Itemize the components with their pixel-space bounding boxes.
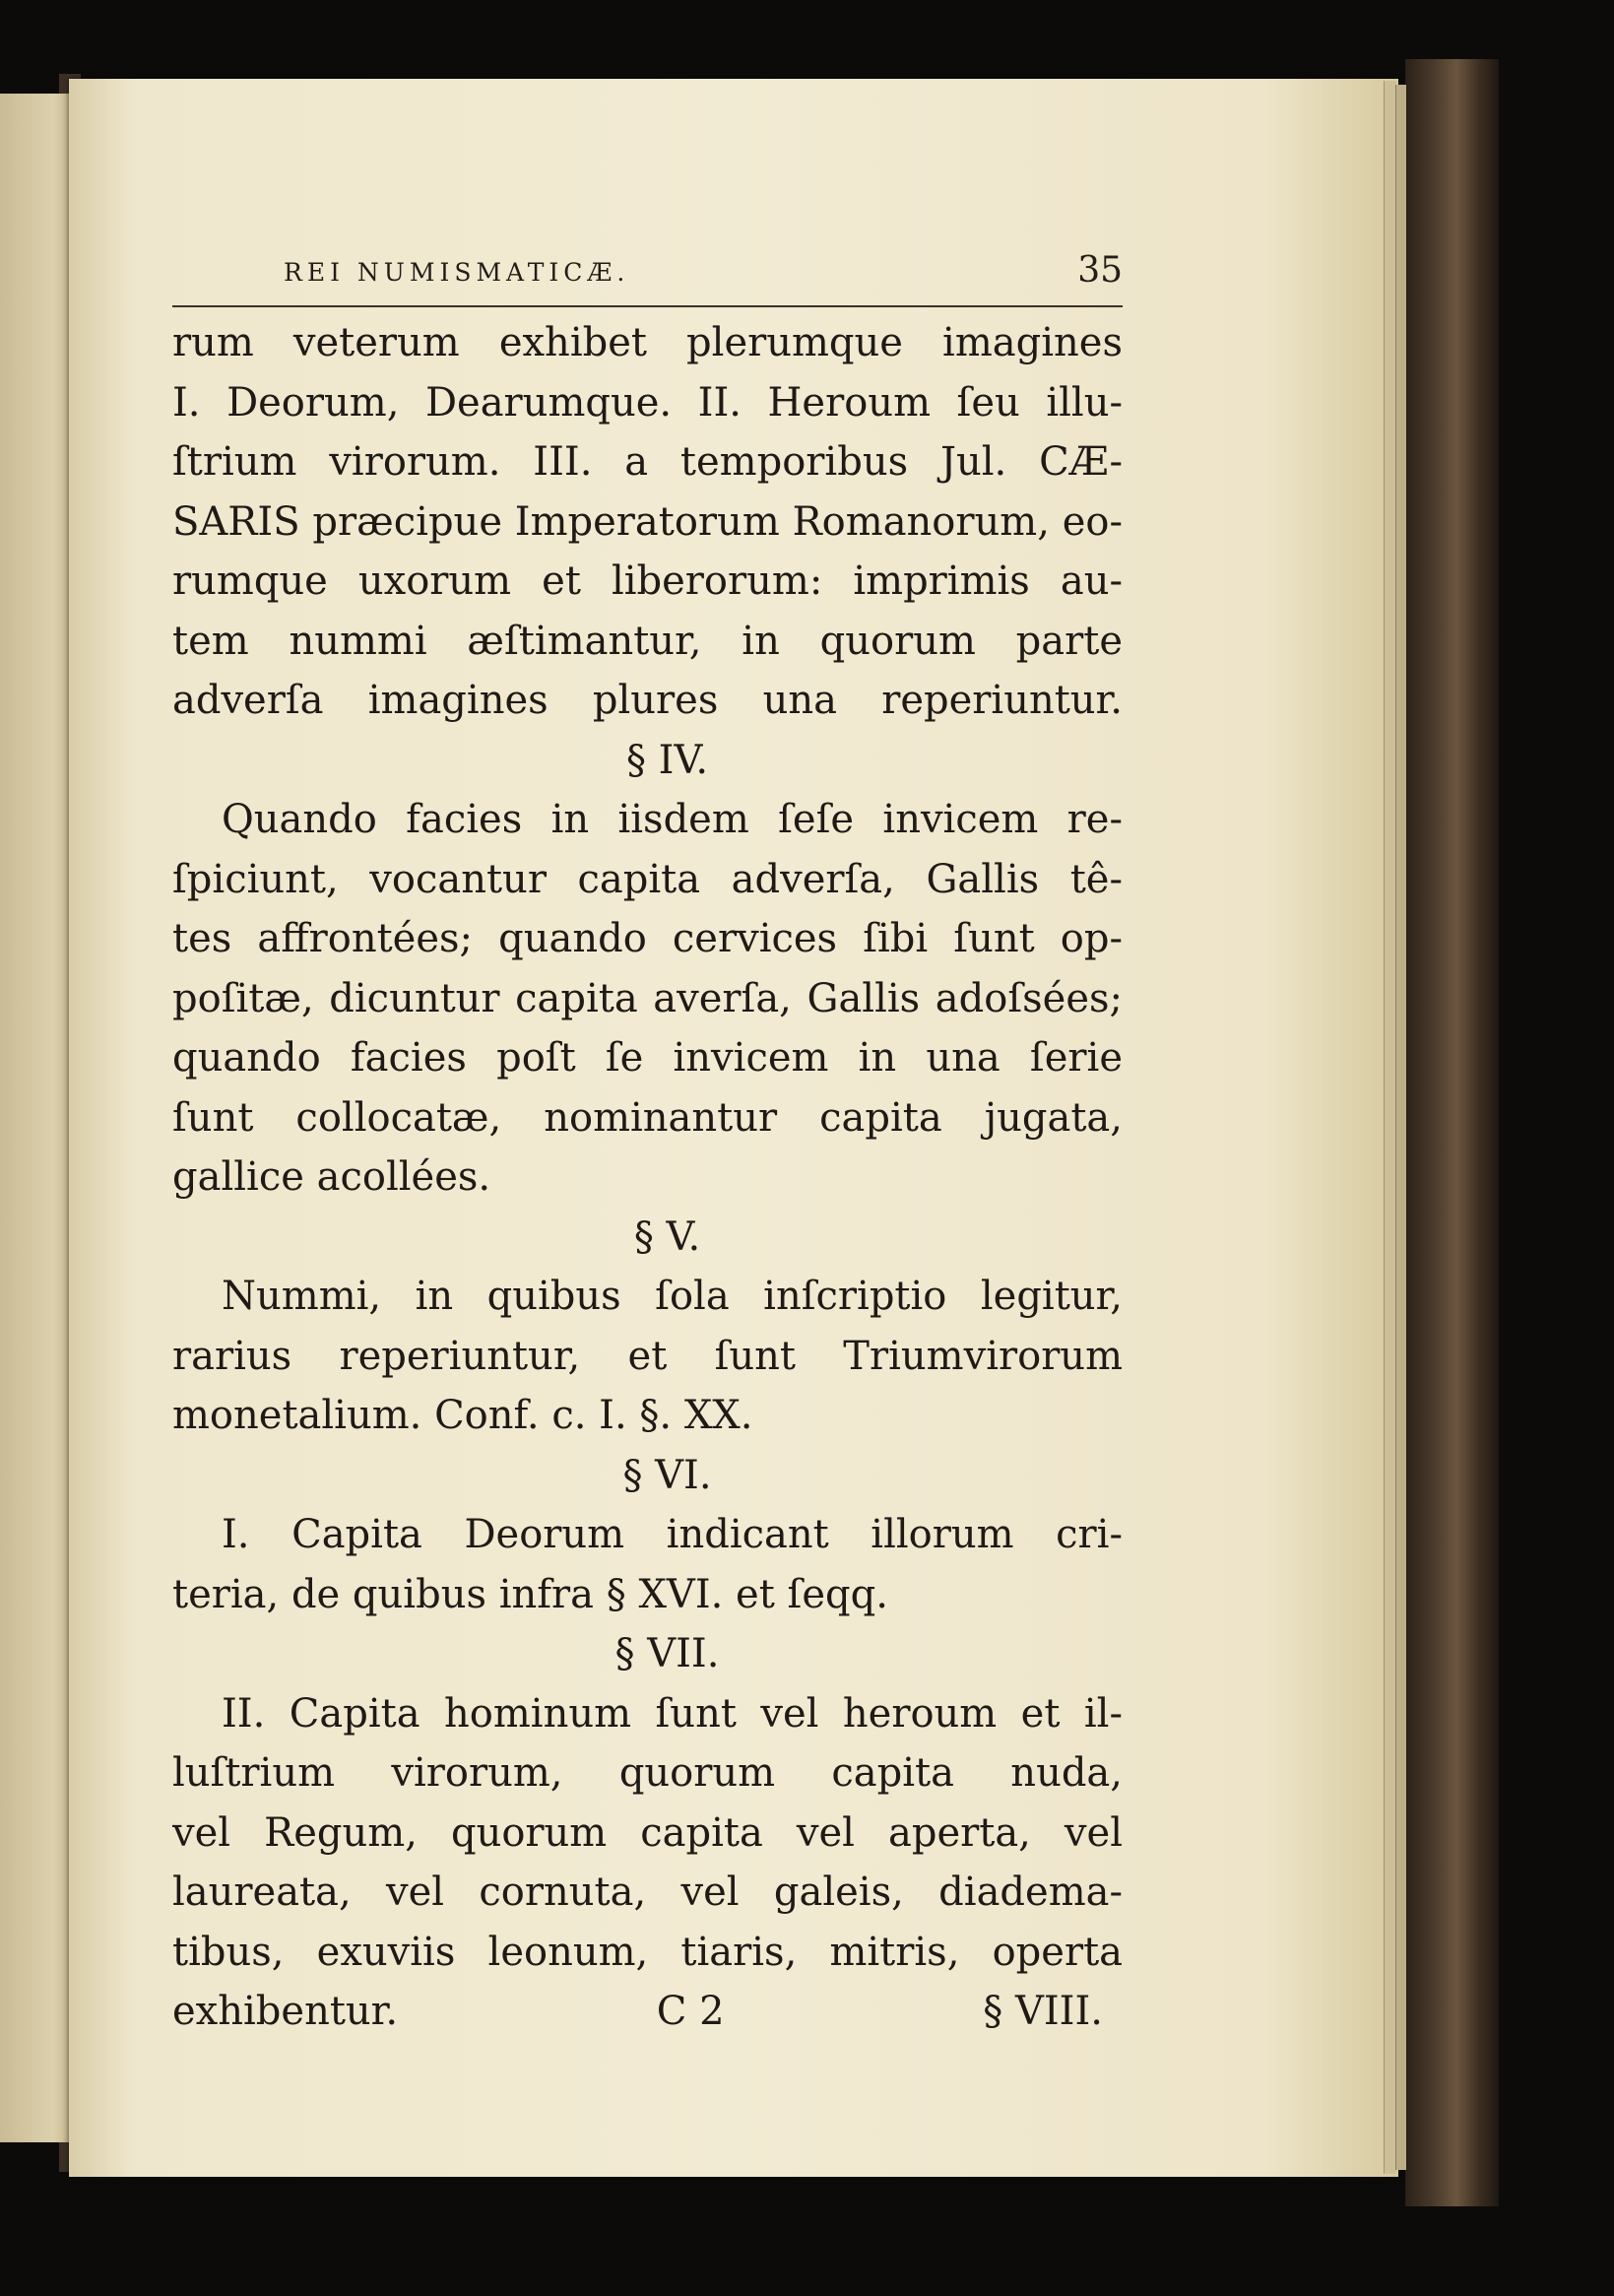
text-line: Nummi, in quibus ſola inſcriptio legitur, (222, 1274, 1123, 1319)
text-line: tibus, exuviis leonum, tiaris, mitris, operta (172, 1929, 1123, 1975)
last-text-fragment: exhibentur. (172, 1989, 399, 2034)
text-line: gallice acollées. (172, 1154, 491, 1200)
section-heading: § VII. (614, 1631, 720, 1676)
left-page-edge (0, 94, 80, 2142)
text-line: rumque uxorum et liberorum: imprimis au- (172, 558, 1123, 604)
text-line: I. Capita Deorum indicant illorum cri- (222, 1512, 1123, 1557)
running-head-title: REI NUMISMATICÆ. (284, 258, 630, 287)
text-line: quando facies poſt ſe invicem in una ſerie (172, 1035, 1123, 1081)
text-line: rarius reperiuntur, et ſunt Triumvirorum (172, 1333, 1123, 1379)
text-line: I. Deorum, Dearumque. II. Heroum ſeu illu- (172, 379, 1123, 426)
running-head (177, 250, 1123, 313)
section-heading: § VI. (622, 1452, 712, 1498)
text-line: rum veterum exhibet plerumque imagines (172, 320, 1123, 365)
text-line: SARIS præcipue Imperatorum Romanorum, eo- (172, 498, 1123, 545)
text-line: II. Capita hominum ſunt vel heroum et il- (222, 1690, 1123, 1737)
head-rule (172, 305, 1123, 307)
text-line: ſpiciunt, vocantur capita adverſa, Gallis tê- (172, 856, 1123, 902)
text-line: vel Regum, quorum capita vel aperta, vel (172, 1809, 1123, 1856)
text-line: ſunt collocatæ, nominantur capita jugata, (172, 1094, 1123, 1141)
text-line: luſtrium virorum, quorum capita nuda, (172, 1750, 1123, 1796)
text-line: laureata, vel cornuta, vel galeis, diadema- (172, 1870, 1123, 1915)
right-cover-board (1405, 59, 1499, 2206)
footer-line (172, 1982, 1123, 2042)
body-text (172, 313, 1123, 2042)
text-line: ſtrium virorum. III. a temporibus Jul. CÆ- (172, 439, 1123, 485)
text-line: tem nummi æſtimantur, in quorum parte (172, 618, 1123, 664)
section-heading: § V. (633, 1214, 701, 1260)
signature-mark: C 2 (656, 1989, 725, 2034)
page-edge (1395, 85, 1406, 2170)
section-heading: § IV. (625, 737, 709, 783)
text-line: adverſa imagines plures una reperiuntur. (172, 678, 1123, 723)
text-line: tes affrontées; quando cervices ſibi ſunt op- (172, 916, 1123, 961)
text-line: monetalium. Conf. c. I. §. XX. (172, 1393, 753, 1438)
text-line: teria, de quibus infra § XVI. et ſeqq. (172, 1571, 888, 1617)
page-number: 35 (1077, 250, 1123, 291)
catchword: § VIII. (983, 1989, 1103, 2034)
text-line: Quando facies in iisdem ſeſe invicem re- (222, 797, 1123, 842)
text-line: poſitæ, dicuntur capita averſa, Gallis adoſsées; (172, 975, 1123, 1021)
